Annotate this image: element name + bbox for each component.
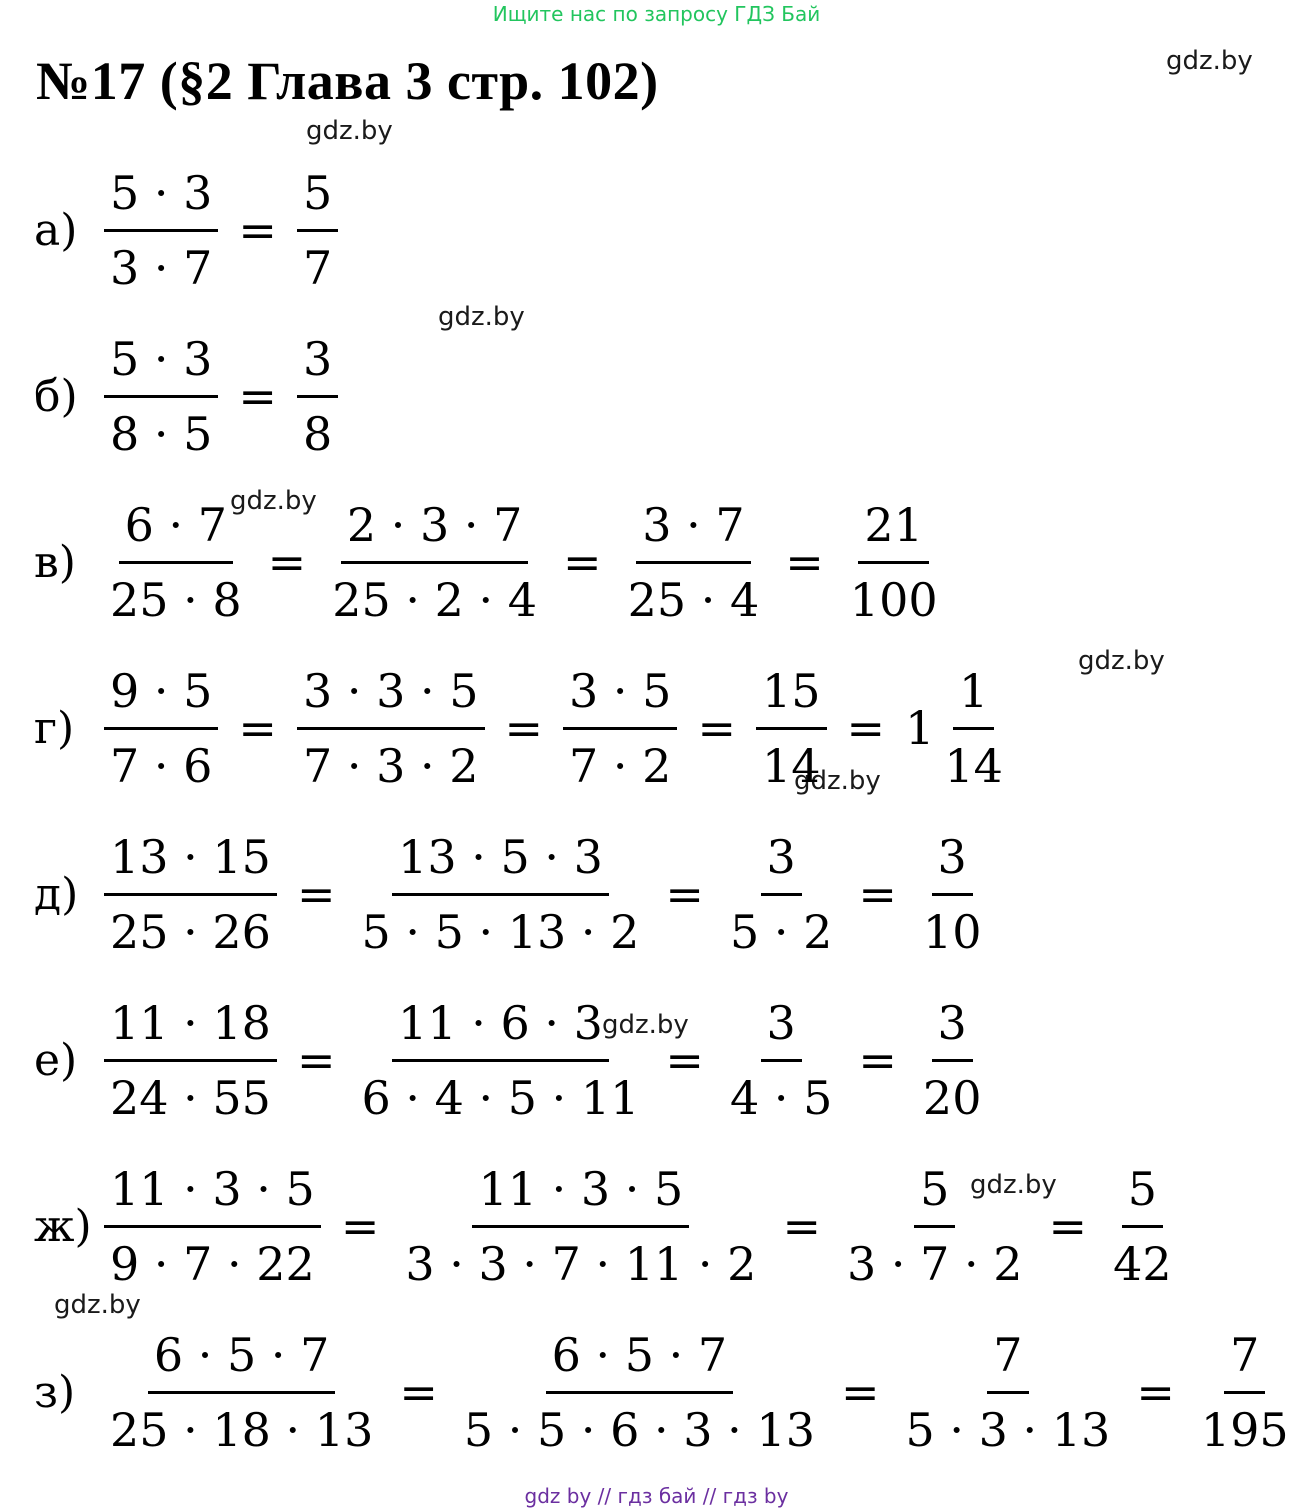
problem-d [34, 824, 993, 964]
denominator: 3 · 7 · 2 [846, 1236, 1023, 1291]
fraction [399, 1153, 762, 1300]
numerator: 13 · 15 [104, 821, 277, 896]
equals-sign: = [399, 1365, 438, 1419]
numerator: 3 [932, 821, 973, 896]
fraction [355, 987, 645, 1134]
problem-b [34, 326, 344, 466]
equals-sign: = [296, 1033, 336, 1087]
fraction [297, 323, 338, 470]
fraction [756, 655, 827, 802]
equals-sign: = [238, 701, 277, 755]
fraction [297, 655, 485, 802]
denominator: 10 [922, 904, 982, 959]
fraction [104, 821, 277, 968]
numerator: 11 · 3 · 5 [104, 1153, 321, 1228]
problem-g [34, 658, 1015, 798]
fraction [104, 1153, 321, 1300]
equals-sign: = [1048, 1199, 1088, 1253]
denominator: 7 · 2 [569, 738, 672, 793]
watermark: gdz.by [230, 486, 317, 516]
denominator: 20 [922, 1070, 982, 1125]
equals-sign: = [782, 1199, 821, 1253]
equals-sign: = [858, 867, 897, 921]
fraction [938, 655, 1009, 802]
numerator: 3 · 3 · 5 [297, 655, 485, 730]
fraction [917, 987, 988, 1134]
numerator: 2 · 3 · 7 [341, 489, 529, 564]
mixed-number-whole: 1 [905, 701, 935, 755]
denominator: 3 · 7 [110, 240, 213, 295]
numerator: 7 [1224, 1319, 1265, 1394]
problem-label: д) [34, 868, 79, 920]
numerator: 5 [914, 1153, 955, 1228]
problem-zh [34, 1156, 1184, 1296]
denominator: 25 · 8 [110, 572, 242, 627]
denominator: 7 [302, 240, 333, 295]
numerator: 3 · 5 [563, 655, 677, 730]
numerator: 5 · 3 [104, 323, 218, 398]
denominator: 3 · 3 · 7 · 11 · 2 [405, 1236, 757, 1291]
equals-sign: = [665, 867, 704, 921]
denominator: 5 · 3 · 13 [905, 1402, 1111, 1457]
problem-label: ж) [34, 1200, 92, 1252]
equals-sign: = [858, 1033, 897, 1087]
denominator: 7 · 3 · 2 [302, 738, 479, 793]
footer-watermark: gdz by // гдз бай // гдз by [524, 1484, 789, 1508]
watermark: gdz.by [602, 1010, 689, 1040]
numerator: 1 [953, 655, 994, 730]
problem-label: з) [34, 1366, 76, 1418]
fraction [297, 157, 338, 304]
numerator: 3 · 7 [636, 489, 750, 564]
equals-sign: = [296, 867, 336, 921]
equals-sign: = [840, 1365, 880, 1419]
problem-a [34, 160, 344, 300]
denominator: 25 · 26 [110, 904, 271, 959]
numerator: 5 [297, 157, 338, 232]
problem-e [34, 990, 993, 1130]
denominator: 195 [1200, 1402, 1289, 1457]
numerator: 3 [297, 323, 338, 398]
fraction [104, 489, 248, 636]
denominator: 25 · 18 · 13 [110, 1402, 374, 1457]
numerator: 9 · 5 [104, 655, 218, 730]
fraction [724, 821, 838, 968]
watermark: gdz.by [438, 302, 525, 332]
equals-sign: = [238, 203, 277, 257]
denominator: 14 [944, 738, 1003, 793]
denominator: 7 · 6 [110, 738, 213, 793]
problem-v [34, 492, 950, 632]
problem-label: б) [34, 370, 78, 422]
fraction [326, 489, 543, 636]
fraction [563, 655, 677, 802]
fraction [844, 489, 944, 636]
fraction [622, 489, 766, 636]
numerator: 3 [761, 821, 802, 896]
equals-sign: = [504, 701, 544, 755]
watermark: gdz.by [1166, 46, 1253, 76]
equals-sign: = [340, 1199, 380, 1253]
problem-label: е) [34, 1034, 78, 1086]
fraction [104, 323, 218, 470]
denominator: 4 · 5 [729, 1070, 833, 1125]
problem-label: в) [34, 536, 76, 588]
fraction [724, 987, 838, 1134]
problem-label: а) [34, 204, 78, 256]
watermark: gdz.by [54, 1290, 141, 1320]
fraction [355, 821, 645, 968]
denominator: 42 [1113, 1236, 1172, 1291]
denominator: 6 · 4 · 5 · 11 [361, 1070, 640, 1125]
numerator: 11 · 6 · 3 [392, 987, 609, 1062]
search-hint-banner: Ищите нас по запросу ГДЗ Бай [492, 2, 821, 26]
equals-sign: = [563, 535, 602, 589]
fraction [841, 1153, 1029, 1300]
equals-sign: = [846, 701, 886, 755]
equals-sign: = [1136, 1365, 1175, 1419]
equals-sign: = [665, 1033, 704, 1087]
denominator: 5 · 5 · 6 · 3 · 13 [463, 1402, 815, 1457]
watermark: gdz.by [1078, 646, 1165, 676]
numerator: 3 [761, 987, 802, 1062]
numerator: 21 [858, 489, 929, 564]
numerator: 11 · 18 [104, 987, 277, 1062]
fraction [104, 655, 218, 802]
numerator: 5 [1122, 1153, 1163, 1228]
watermark: gdz.by [794, 766, 881, 796]
equals-sign: = [267, 535, 307, 589]
denominator: 24 · 55 [110, 1070, 271, 1125]
denominator: 100 [849, 572, 938, 627]
numerator: 15 [756, 655, 827, 730]
denominator: 8 · 5 [110, 406, 213, 461]
numerator: 5 · 3 [104, 157, 218, 232]
denominator: 5 · 2 [729, 904, 833, 959]
denominator: 9 · 7 · 22 [110, 1236, 315, 1291]
problem-z [34, 1322, 1301, 1462]
fraction [917, 821, 988, 968]
watermark: gdz.by [970, 1170, 1057, 1200]
fraction [1107, 1153, 1178, 1300]
denominator: 14 [762, 738, 821, 793]
numerator: 6 · 7 [119, 489, 233, 564]
fraction [104, 157, 218, 304]
numerator: 6 · 5 · 7 [546, 1319, 734, 1394]
numerator: 11 · 3 · 5 [472, 1153, 689, 1228]
equals-sign: = [238, 369, 277, 423]
fraction [1195, 1319, 1295, 1466]
equals-sign: = [697, 701, 736, 755]
fraction [104, 987, 277, 1134]
numerator: 6 · 5 · 7 [148, 1319, 336, 1394]
fraction [104, 1319, 379, 1466]
denominator: 25 · 2 · 4 [332, 572, 538, 627]
numerator: 7 [987, 1319, 1028, 1394]
denominator: 5 · 5 · 13 · 2 [361, 904, 640, 959]
denominator: 25 · 4 [627, 572, 760, 627]
denominator: 8 [302, 406, 333, 461]
page-title: №17 (§2 Глава 3 стр. 102) [36, 51, 659, 111]
fraction [900, 1319, 1117, 1466]
watermark: gdz.by [306, 116, 393, 146]
problem-label: г) [34, 702, 75, 754]
fraction [458, 1319, 821, 1466]
numerator: 3 [932, 987, 973, 1062]
numerator: 13 · 5 · 3 [392, 821, 609, 896]
equals-sign: = [785, 535, 824, 589]
